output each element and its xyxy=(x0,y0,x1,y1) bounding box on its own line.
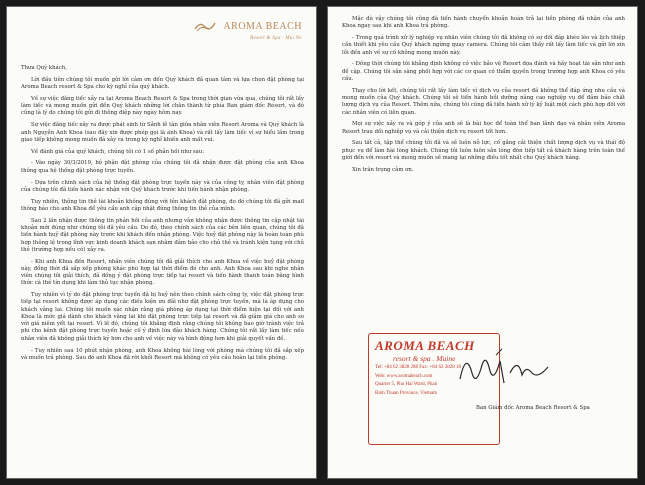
paragraph: - Vào ngày 30/3/2019, bộ phận đặt phòng của chúng tôi đã nhận được đặt phòng của anh Khoa thông qua hệ thống đặt phòng trực tuyến. xyxy=(21,160,304,174)
paragraph: Mọi sự việc xảy ra và góp ý của anh sẽ là bài học để toàn thể ban lãnh đạo và nhân viên Aroma Resort trau dồi nghiệp vụ và cải thiện dịch vụ resort tốt hơn. xyxy=(342,121,625,135)
paragraph: Thay cho lời kết, chúng tôi rất lấy làm tiếc vì dịch vụ của resort đã không thể đáp ứng nhu cầu và mong muốn của Quý khách. Chúng tôi sẽ tiến hành bồi dưỡng nâng cao nghiệp vụ để đảm bảo chất lượng dịch vụ của Resort. Thêm nữa, chúng tôi cũng đã tiến hành xử lý kỷ luật một cách phù hợp đối với các nhân viên có liên quan. xyxy=(342,87,625,116)
stamp-line: Binh Thuan Province, Vietnam xyxy=(375,390,438,396)
stamp-line: Quarter 5, Phu Hai Ward, Phan xyxy=(375,382,438,388)
paragraph: Sau tất cả, tập thể chúng tôi đã và sẽ luôn nỗ lực, cố gắng cải thiện chất lượng dịch vụ và thái độ phục vụ để làm hài lòng khách. Chúng tôi luôn luôn sẵn lòng đón tiếp tất cả khách hàng trên toàn thế giới đến với resort và mong muốn sẽ mang lại những điều tốt nhất cho Quý khách hàng. xyxy=(342,140,625,161)
paragraph: Sau 2 lần nhận được thông tin phản hồi của anh nhưng vẫn không nhận được thông tin cập nhật tài khoản mới đúng như chúng tôi đã yêu cầu. Do đó, theo chính sách của các bên liên quan, chúng tôi đã tiến hành huỷ đặt phòng này trước khi khách đến nhận phòng. Việc huỷ đặt phòng này là hoàn toàn phù hợp thông lệ trong lĩnh vực kinh doanh khách sạn nhằm đảm bảo cho chủ thẻ và tránh kiện tụng với chủ thẻ (trường hợp nếu có) xảy ra. xyxy=(21,217,304,253)
letter-body-1 xyxy=(21,65,304,367)
paragraph: - Trong quá trình xử lý nghiệp vụ nhân viên chúng tôi đã không có sự đối đáp khéo léo và lịch thiệp cần thiết khi yêu cầu Quý khách ngừng quay camera. Chúng tôi cảm thấy rất lấy làm tiếc và gửi lời xin lỗi đến anh về sự cố không mong muốn này. xyxy=(342,35,625,56)
paragraph: - Đồng thời chúng tôi khẳng định không có việc bảo vệ Resort dọa đánh và hăy hoạt tài sản như anh đề cập. Chúng tôi sẵn sàng phối hợp với các cơ quan có thẩm quyền trong trường hợp anh Khoa có yêu cầu. xyxy=(342,61,625,82)
stamp-subtitle: resort & spa . Muine xyxy=(393,354,456,363)
wave-logo-icon xyxy=(194,20,216,32)
stamp-name: AROMA BEACH xyxy=(375,338,475,353)
paragraph: Về sự việc đăng tiếc xảy ra tại Aroma Beach Resort & Spa trong thời gian vừa qua, chúng tôi rất lấy làm tiếc và mong muốn gửi đến Quý khách những lời chân thành từ phía Ban giám đốc Resort, và đó cũng là lý do chúng tôi gửi đi thông điệp này ngày hôm nay. xyxy=(21,95,304,117)
paragraph: - Tuy nhiên sau 10 phút nhận phòng, anh Khoa không hài lòng với phòng mà chúng tôi đã sắp xếp và muốn trả phòng. Sau đó anh Khoa đã rời khỏi Resort mà không có yêu cầu hoàn lại tiền phòng. xyxy=(21,347,304,361)
brand-name: AROMA BEACH xyxy=(223,20,302,32)
paragraph: Lời đầu tiên chúng tôi muốn gửi lời cảm ơn đến Quý khách đã quan tâm và lựa chọn đặt phòng tại Aroma Beach resort & Spa cho kỳ nghỉ của quý khách. xyxy=(21,76,304,91)
letter-page-1 xyxy=(6,6,317,479)
paragraph: - Dựa trên chính sách của hệ thống đặt phòng trực tuyến này và của công ty, nhân viên đặt phòng của chúng tôi đã tiến hành xác nhận với Quý khách trước khi tiến hành nhận phòng. xyxy=(21,179,304,193)
paragraph: - Khi anh Khoa đến Resort, nhân viên chúng tôi đã giải thích cho anh Khoa về việc huỷ đặt phòng này, đồng thời đã sắp xếp phòng khác phù hợp tại thời điểm đó cho anh. Anh Khoa sau khi nghe nhân viên chúng tôi giải thích, đã đồng ý đặt phòng trực tiếp tại resort và tiến hành thanh toán bằng hình thức cà thẻ tín dụng khi làm thủ tục nhận phòng. xyxy=(21,258,304,287)
closing: Xin trân trọng cảm ơn. xyxy=(352,166,414,173)
brand-tagline: Resort & Spa · Mui Ne xyxy=(250,36,302,41)
letter-body-2 xyxy=(342,16,625,179)
paragraph: Mặc dù vậy chúng tôi cũng đã tiến hành chuyển khoản hoàn trả lại tiền phòng đã nhận của anh Khoa ngay sau khi anh Khoa trả phòng. xyxy=(342,16,625,30)
paragraph: Về đánh giá của quý khách, chúng tôi có 1 số phản hồi như sau: xyxy=(31,148,205,155)
letter-page-2 xyxy=(327,6,638,479)
signature-icon xyxy=(456,343,556,393)
paragraph: Sự việc đăng tiếc xảy ra được phát sinh từ Sảnh lễ tân giữa nhân viên Resort Aroma và Quý khách là anh Nguyễn Anh Khoa (sau đây xin được phép gọi là anh Khoa) và rất lấy làm tiếc vì sự hiểu lầm trong giao tiếp không mong muốn đã xảy ra trong kỳ nghỉ khiến anh mất vui. xyxy=(21,122,304,143)
salutation: Thưa Quý khách, xyxy=(21,65,67,71)
signature-caption: Ban Giám đốc Aroma Beach Resort & Spa xyxy=(476,405,590,411)
paragraph: Tuy nhiên vì lý do đặt phòng trực tuyến đã bị huỷ nên theo chính sách công ty, việc đặt phòng trực tiếp tại resort không được áp dụng các điều kiện ưu đãi như đặt phòng trực tuyến, mà là áp dụng cho khách vãng lai. Chúng tôi muốn xác nhận rằng giá phòng áp dụng tại thời điểm hiện tại đối với anh Khoa là mức giá dành cho khách vãng lai khi đặt phòng trực tiếp tại resort và đã giảm giá cho anh so với giá niêm yết tại resort. Vì lẽ đó, chúng tôi khẳng định rằng chúng tôi không bao giờ tránh việc trả phí cho kênh đặt phòng trực tuyến hoặc cố ý định lừa đảo khách hàng. Chúng tôi rất lấy làm tiếc nếu nhân viên đã không giải thích kỹ hơn cho anh về việc này và hình động hơn khi giải quyết vấn đề. xyxy=(21,292,304,342)
stamp-line: Web: www.aromabeach.com xyxy=(375,373,433,379)
paragraph: Tuy nhiên, thông tin thẻ tài khoản không đúng với tên khách đặt phòng, do đó chúng tôi đã gửi mail thông báo cho anh Khoa để yêu cầu anh cập nhật đúng thông tin thẻ của mình. xyxy=(21,198,304,212)
stamp-line: Tel: +84 62 3828 288 Fax: +84 62 3828 18 xyxy=(375,365,461,370)
brand-logo xyxy=(194,17,302,41)
